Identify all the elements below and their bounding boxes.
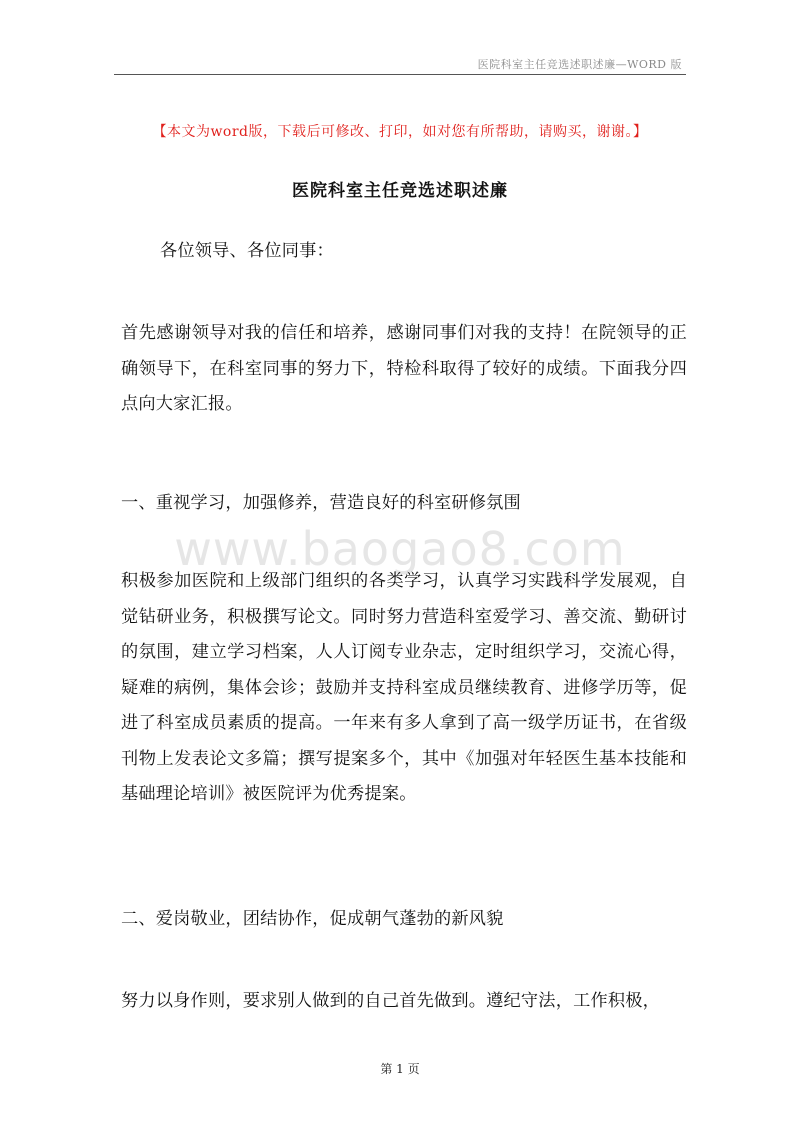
document-title: 医院科室主任竞选述职述廉 [292,181,508,201]
section-2-body: 努力以身作则，要求别人做到的自己首先做到。遵纪守法，工作积极， [121,991,661,1011]
intro-paragraph: 首先感谢领导对我的信任和培养，感谢同事们对我的支持！在院领导的正确领导下，在科室同事的努力下，特检科取得了较好的成绩。下面我分四点向大家汇报。 [121,323,687,414]
purchase-notice: 【本文为word版，下载后可修改、打印，如对您有所帮助，请购买，谢谢。】 [152,124,648,140]
watermark: www.baogao8.com [174,522,626,576]
section-1-body: 积极参加医院和上级部门组织的各类学习，认真学习实践科学发展观，自觉钻研业务，积极撰写论文。同时努力营造科室爱学习、善交流、勤研讨的氛围，建立学习档案，人人订阅专业杂志，定时组织学习，交流心得，疑难的病例，集体会诊；鼓励并支持科室成员继续教育、进修学历等，促进了科室成员素质的提高。一年来有多人拿到了高一级学历证书，在省级刊物上发表论文多篇；撰写提案多个，其中《加强对年轻医生基本技能和基础理论培训》被医院评为优秀提案。 [121,571,687,804]
greeting: 各位领导、各位同事： [160,241,334,261]
header-divider [114,74,686,75]
section-1-heading: 一、重视学习，加强修养，营造良好的科室研修氛围 [121,493,521,513]
page-number: 第 1 页 [380,1062,420,1076]
running-header: 医院科室主任竞选述职述廉—WORD 版 [477,58,682,71]
section-2-heading: 二、爱岗敬业，团结协作，促成朝气蓬勃的新风貌 [121,909,504,929]
